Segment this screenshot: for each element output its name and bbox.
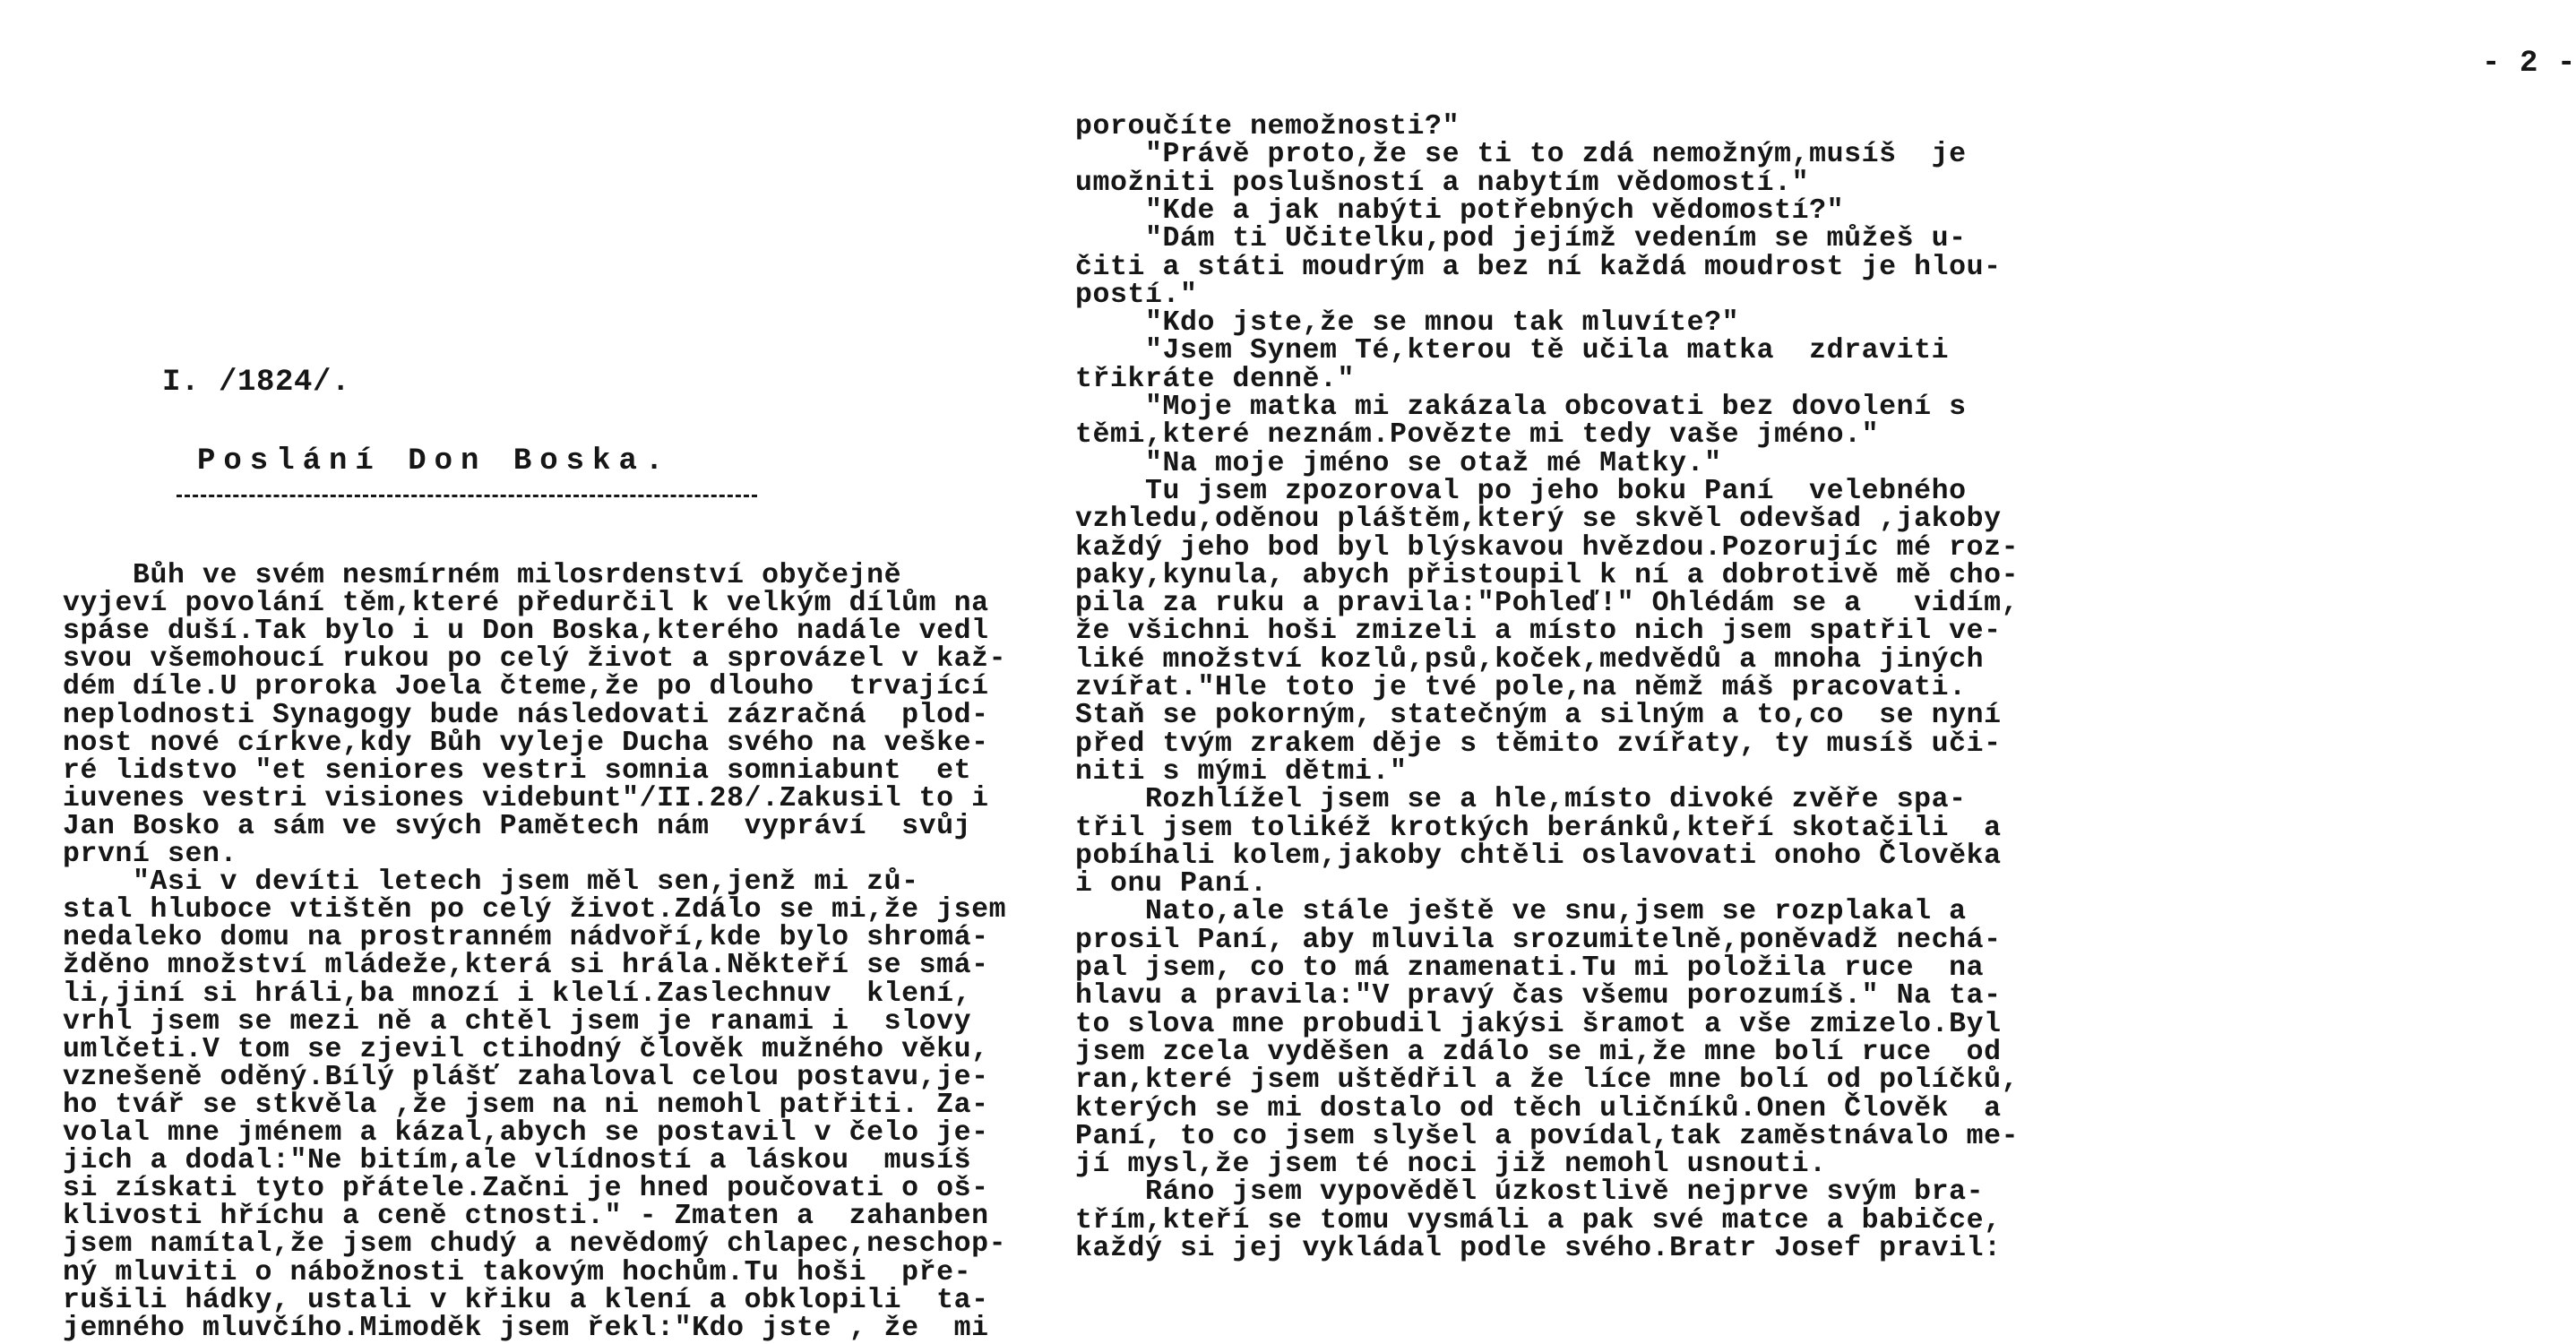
- text-line: si získati tyto přátele.Začni je hned poučovati o oš-: [63, 1173, 989, 1205]
- text-line: liké množství kozlů,psů,koček,medvědů a mnoha jiných: [1075, 643, 1985, 676]
- text-line: rušili hádky, ustali v křiku a klení a obklopili ta-: [63, 1284, 989, 1316]
- text-line: vznešeně oděný.Bílý plášť zahaloval celou postavu,je-: [63, 1061, 989, 1093]
- text-line: pobíhali kolem,jakoby chtěli oslavovati onoho Člověka: [1075, 840, 2002, 872]
- text-line: těmi,které neznám.Povězte mi tedy vaše jméno.": [1075, 419, 1880, 452]
- text-line: klivosti hříchu a ceně ctnosti." - Zmaten a zahanben: [63, 1201, 989, 1233]
- text-line: "Právě proto,že se ti to zdá nemožným,musíš je: [1075, 139, 1967, 171]
- text-line: jsem namítal,že jsem chudý a nevědomý chlapec,neschop-: [63, 1228, 1007, 1261]
- text-line: Jan Bosko a sám ve svých Pamětech nám vypráví svůj: [63, 810, 972, 842]
- text-line: prosil Paní, aby mluvila srozumitelně,poněvadž nechá-: [1075, 924, 2002, 956]
- text-line: Nato,ale stále ještě ve snu,jsem se rozplakal a: [1075, 896, 1967, 928]
- page-number: - 2 -: [2482, 47, 2576, 81]
- text-line: třikráte denně.": [1075, 363, 1356, 395]
- text-line: Bůh ve svém nesmírném milosrdenství obyčejně: [63, 560, 902, 591]
- text-line: ho tvář se stkvěla ,že jsem na ni nemohl patřiti. Za-: [63, 1089, 989, 1121]
- text-line: vrhl jsem se mezi ně a chtěl jsem je ranami i slovy: [63, 1005, 972, 1038]
- text-line: "Asi v devíti letech jsem měl sen,jenž mi zů-: [63, 866, 919, 899]
- text-line: dém díle.U proroka Joela čteme,že po dlouho trvající: [63, 671, 989, 703]
- text-line: paky,kynula, abych přistoupil k ní a dobrotivě mě cho-: [1075, 559, 2020, 591]
- text-line: neplodnosti Synagogy bude následovati zázračná plod-: [63, 699, 989, 731]
- text-line: čiti a státi moudrým a bez ní každá moudrost je hlou-: [1075, 251, 2002, 283]
- text-line: hlavu a pravila:"V pravý čas všemu porozumíš." Na ta-: [1075, 980, 2002, 1012]
- text-line: vyjeví povolání těm,které předurčil k velkým dílům na: [63, 588, 989, 620]
- text-line: jemného mluvčího.Mimoděk jsem řekl:"Kdo jste , že mi: [63, 1312, 989, 1344]
- text-line: "Dám ti Učitelku,pod jejímž vedením se můžeš u-: [1075, 223, 1967, 255]
- left-page: [0, 0, 1012, 1344]
- text-line: každý jeho bod byl blýskavou hvězdou.Pozorujíc mé roz-: [1075, 531, 2020, 564]
- text-line: že všichni hoši zmizeli a místo nich jsem spatřil ve-: [1075, 616, 2002, 648]
- text-line: to slova mne probudil jakýsi šramot a vše zmizelo.Byl: [1075, 1008, 2002, 1040]
- text-line: kterých se mi dostalo od těch uličníků.Onen Člověk a: [1075, 1092, 2002, 1124]
- text-line: Staň se pokorným, statečným a silným a to,co se nyní: [1075, 700, 2002, 732]
- text-line: ný mluviti o nábožnosti takovým hochům.Tu hoši pře-: [63, 1256, 972, 1288]
- text-line: niti s mými dětmi.": [1075, 755, 1408, 788]
- text-line: ran,které jsem uštědřil a že líce mne bolí od políčků,: [1075, 1064, 2020, 1097]
- text-line: volal mne jménem a kázal,abych se postavil v čelo je-: [63, 1117, 989, 1149]
- text-line: umlčeti.V tom se zjevil ctihodný člověk mužného věku,: [63, 1033, 989, 1065]
- text-line: "Moje matka mi zakázala obcovati bez dovolení s: [1075, 392, 1967, 423]
- text-line: ré lidstvo "et seniores vestri somnia somniabunt et: [63, 754, 972, 787]
- text-line: svou všemohoucí rukou po celý život a sprovázel v kaž-: [63, 643, 1007, 676]
- text-line: nost nové církve,kdy Bůh vyleje Ducha svého na veške-: [63, 727, 989, 759]
- chapter-heading: I. /1824/.: [162, 366, 351, 400]
- text-line: iuvenes vestri visiones videbunt"/II.28/.Zakusil to i: [63, 782, 989, 814]
- right-page: [1012, 0, 2576, 1344]
- text-line: spáse duší.Tak bylo i u Don Boska,kterého nadále vedl: [63, 616, 989, 648]
- text-line: žděno množství mládeže,která si hrála.Někteří se smá-: [63, 950, 989, 982]
- text-line: i onu Paní.: [1075, 868, 1268, 900]
- text-line: jsem zcela vyděšen a zdálo se mi,že mne bolí ruce od: [1075, 1036, 2002, 1068]
- text-line: třím,kteří se tomu vysmáli a pak své matce a babičce,: [1075, 1204, 2002, 1236]
- text-line: pal jsem, co to má znamenati.Tu mi položila ruce na: [1075, 952, 1985, 984]
- text-line: vzhledu,oděnou pláštěm,který se skvěl odevšad ,jakoby: [1075, 504, 2002, 536]
- text-line: postí.": [1075, 279, 1198, 311]
- text-line: jí mysl,že jsem té noci již nemohl usnouti.: [1075, 1149, 1827, 1181]
- text-line: umožniti poslušností a nabytím vědomostí.": [1075, 167, 1810, 199]
- text-line: před tvým zrakem děje s těmito zvířaty, ty musíš uči-: [1075, 728, 2002, 760]
- section-title: Poslání Don Boska.: [197, 444, 672, 478]
- text-line: "Kde a jak nabýti potřebných vědomostí?": [1075, 194, 1845, 227]
- text-line: třil jsem tolikéž krotkých beránků,kteří skotačili a: [1075, 812, 2002, 844]
- text-line: Paní, to co jsem slyšel a povídal,tak zaměstnávalo me-: [1075, 1120, 2020, 1152]
- text-line: poroučíte nemožnosti?": [1075, 111, 1460, 142]
- text-line: Tu jsem zpozoroval po jeho boku Paní velebného: [1075, 475, 1967, 507]
- text-line: zvířat."Hle toto je tvé pole,na němž máš pracovati.: [1075, 672, 1967, 703]
- text-line: "Na moje jméno se otaž mé Matky.": [1075, 447, 1722, 479]
- text-line: nedaleko domu na prostranném nádvoří,kde bylo shromá-: [63, 922, 989, 954]
- text-line: první sen.: [63, 839, 238, 870]
- text-line: li,jiní si hráli,ba mnozí i klelí.Zaslechnuv klení,: [63, 978, 972, 1010]
- text-line: pila za ruku a pravila:"Pohleď!" Ohlédám se a vidím,: [1075, 588, 2020, 620]
- text-line: jich a dodal:"Ne bitím,ale vlídností a láskou musíš: [63, 1145, 972, 1177]
- text-line: Ráno jsem vypověděl úzkostlivě nejprve svým bra-: [1075, 1176, 1985, 1209]
- text-line: Rozhlížel jsem se a hle,místo divoké zvěře spa-: [1075, 784, 1967, 816]
- title-underline: [177, 495, 757, 497]
- text-line: "Kdo jste,že se mnou tak mluvíte?": [1075, 307, 1740, 340]
- text-line: stal hluboce vtištěn po celý život.Zdálo se mi,že jsem: [63, 894, 1007, 926]
- text-line: "Jsem Synem Té,kterou tě učila matka zdraviti: [1075, 335, 1950, 367]
- text-line: každý si jej vykládal podle svého.Bratr Josef pravil:: [1075, 1233, 2002, 1264]
